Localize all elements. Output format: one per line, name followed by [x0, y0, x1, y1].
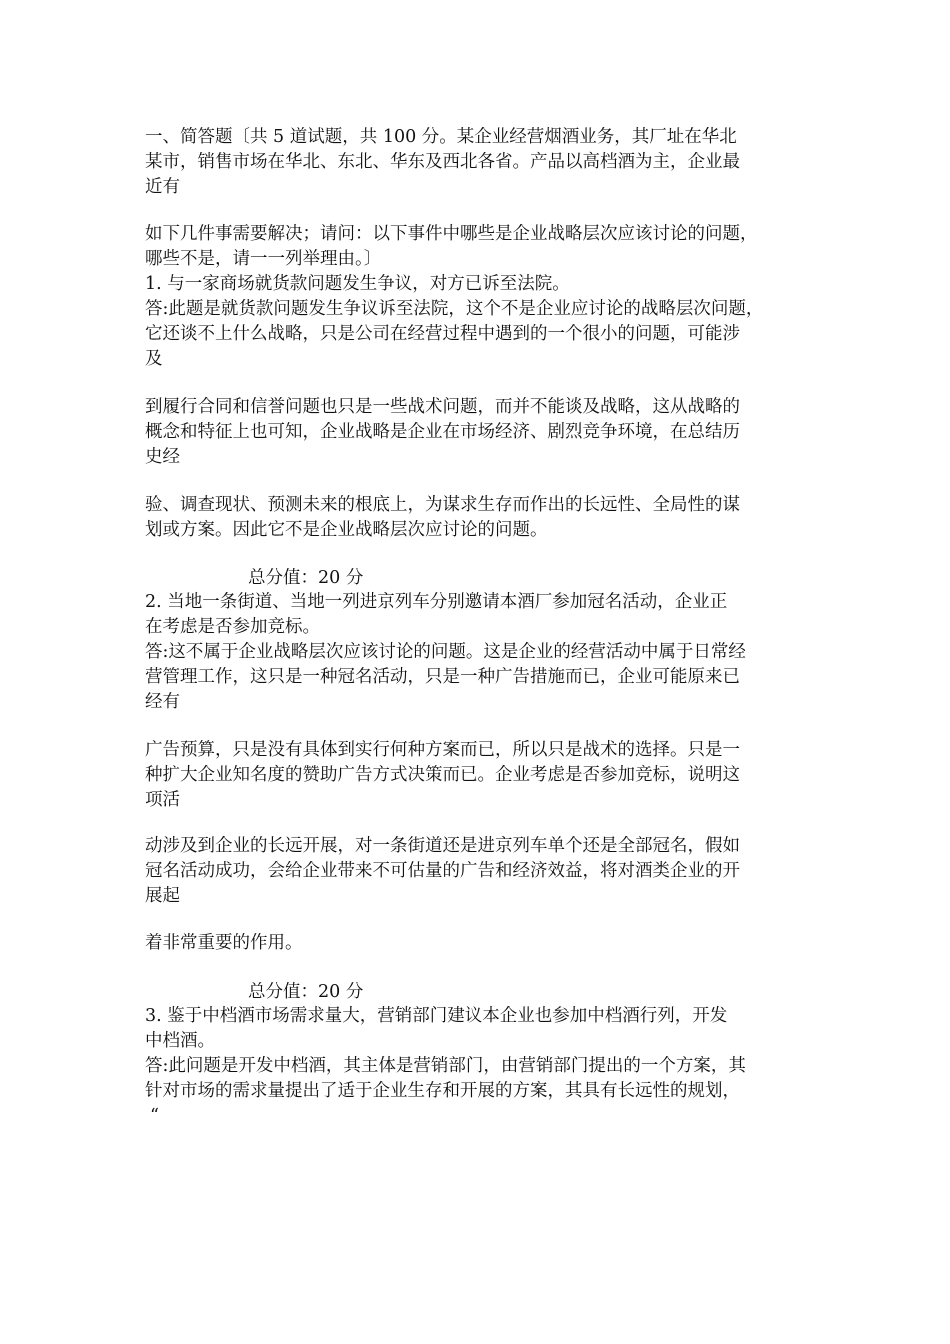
quote-mark: “ — [150, 1106, 159, 1126]
question-3: 中档酒。 — [145, 1031, 215, 1051]
answer-line: 答:这不属于企业战略层次应该讨论的问题。这是企业的经营活动中属于日常经 — [145, 642, 746, 662]
score-line: 总分值：20 分 — [248, 982, 364, 1002]
answer-line: 到履行合同和信誉问题也只是一些战术问题，而并不能谈及战略，这从战略的 — [145, 397, 740, 417]
answer-line: 冠名活动成功，会给企业带来不可估量的广告和经济效益，将对酒类企业的开 — [145, 861, 740, 881]
intro-line: 如下几件事需要解决；请问：以下事件中哪些是企业战略层次应该讨论的问题， — [145, 224, 758, 244]
answer-line: 项活 — [145, 790, 180, 810]
intro-line: 某市，销售市场在华北、东北、华东及西北各省。产品以高档酒为主，企业最 — [145, 152, 740, 172]
score-line: 总分值：20 分 — [248, 568, 364, 588]
answer-line: 展起 — [145, 886, 180, 906]
answer-line: 概念和特征上也可知，企业战略是企业在市场经济、剧烈竞争环境，在总结历 — [145, 422, 740, 442]
answer-line: 及 — [145, 349, 163, 369]
answer-line: 史经 — [145, 447, 180, 467]
answer-line: 种扩大企业知名度的赞助广告方式决策而已。企业考虑是否参加竞标，说明这 — [145, 765, 740, 785]
answer-line: 经有 — [145, 692, 180, 712]
intro-line: 哪些不是，请一一列举理由。〕 — [145, 249, 382, 269]
answer-line: 答:此题是就货款问题发生争议诉至法院，这个不是企业应讨论的战略层次问题， — [145, 299, 764, 319]
answer-line: 广告预算，只是没有具体到实行何种方案而已，所以只是战术的选择。只是一 — [145, 740, 740, 760]
question-1: 1. 与一家商场就货款问题发生争议，对方已诉至法院。 — [145, 274, 570, 294]
answer-line: 动涉及到企业的长远开展，对一条街道还是进京列车单个还是全部冠名，假如 — [145, 836, 740, 856]
answer-line: 划或方案。因此它不是企业战略层次应讨论的问题。 — [145, 520, 548, 540]
question-2: 2. 当地一条街道、当地一列进京列车分别邀请本酒厂参加冠名活动，企业正 — [145, 592, 728, 612]
question-2: 在考虑是否参加竞标。 — [145, 617, 320, 637]
answer-line: 着非常重要的作用。 — [145, 933, 303, 953]
answer-line: 答:此问题是开发中档酒，其主体是营销部门，由营销部门提出的一个方案，其 — [145, 1056, 746, 1076]
answer-line: 营管理工作，这只是一种冠名活动，只是一种广告措施而已，企业可能原来已 — [145, 667, 740, 687]
question-3: 3. 鉴于中档酒市场需求量大，营销部门建议本企业也参加中档酒行列，开发 — [145, 1006, 728, 1026]
answer-line: 它还谈不上什么战略，只是公司在经营过程中遇到的一个很小的问题，可能涉 — [145, 324, 740, 344]
answer-line: 验、调查现状、预测未来的根底上，为谋求生存而作出的长远性、全局性的谋 — [145, 495, 740, 515]
answer-line: 针对市场的需求量提出了适于企业生存和开展的方案，其具有长远性的规划， — [145, 1081, 740, 1101]
intro-line: 一、简答题〔共 5 道试题，共 100 分。某企业经营烟酒业务，其厂址在华北 — [145, 127, 737, 147]
intro-line: 近有 — [145, 177, 180, 197]
